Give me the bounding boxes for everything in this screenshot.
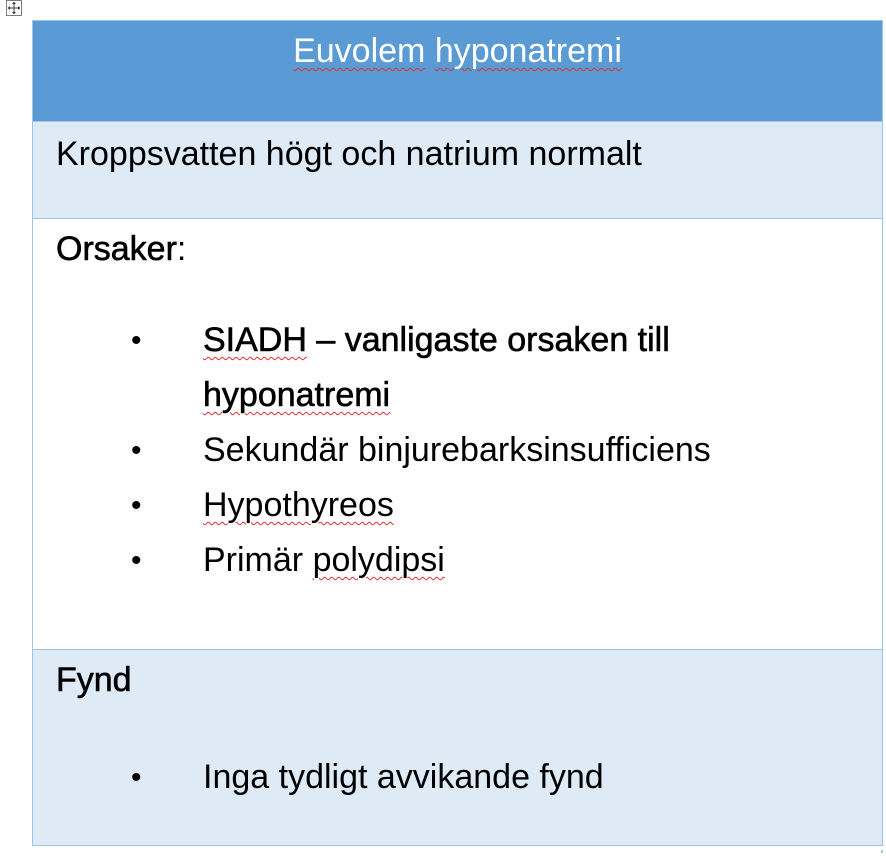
- list-item: [33, 423, 882, 478]
- bullet-icon: •: [131, 489, 142, 522]
- table-title: [293, 29, 622, 73]
- header-cell[interactable]: [33, 21, 883, 122]
- list-item-text: Primär: [203, 541, 313, 579]
- causes-heading: [33, 219, 882, 271]
- causes-heading-colon: :: [176, 230, 187, 268]
- list-item-text: Sekundär binjurebarksinsufficiens: [203, 431, 711, 469]
- spellcheck-word[interactable]: polydipsi: [312, 541, 445, 579]
- four-way-arrow-icon: [7, 1, 21, 15]
- list-item: [33, 533, 882, 588]
- findings-list: [33, 750, 882, 805]
- findings-row: [33, 650, 883, 846]
- list-item: [33, 750, 882, 805]
- findings-cell[interactable]: [33, 650, 883, 846]
- description-row: [33, 122, 883, 219]
- causes-heading-label: Orsaker: [56, 230, 177, 268]
- list-item-text: Inga tydligt avvikande fynd: [203, 758, 604, 796]
- list-item: [33, 313, 882, 423]
- findings-heading: Fynd: [56, 661, 132, 699]
- spellcheck-word[interactable]: hyponatremi: [434, 32, 622, 70]
- spellcheck-word[interactable]: Euvolem: [293, 32, 426, 70]
- table-move-handle-icon[interactable]: [6, 0, 22, 16]
- table-resize-handle[interactable]: [881, 850, 883, 853]
- description-text: Kroppsvatten högt och natrium normalt: [56, 135, 642, 173]
- causes-row: [33, 219, 883, 650]
- bullet-icon: •: [131, 434, 142, 467]
- spellcheck-word[interactable]: Hypothyreos: [203, 486, 394, 524]
- spellcheck-word[interactable]: SIADH: [203, 321, 307, 359]
- spellcheck-word[interactable]: hyponatremi: [203, 376, 391, 414]
- description-cell[interactable]: [33, 122, 883, 219]
- bullet-icon: •: [131, 324, 142, 357]
- list-item-text: – vanligaste orsaken till: [306, 321, 670, 359]
- causes-cell[interactable]: [33, 219, 883, 650]
- bullet-icon: •: [131, 544, 142, 577]
- bullet-icon: •: [131, 761, 142, 794]
- table-header-row: [33, 21, 883, 122]
- document-table[interactable]: [32, 20, 883, 846]
- list-item: [33, 478, 882, 533]
- causes-list: [33, 313, 882, 588]
